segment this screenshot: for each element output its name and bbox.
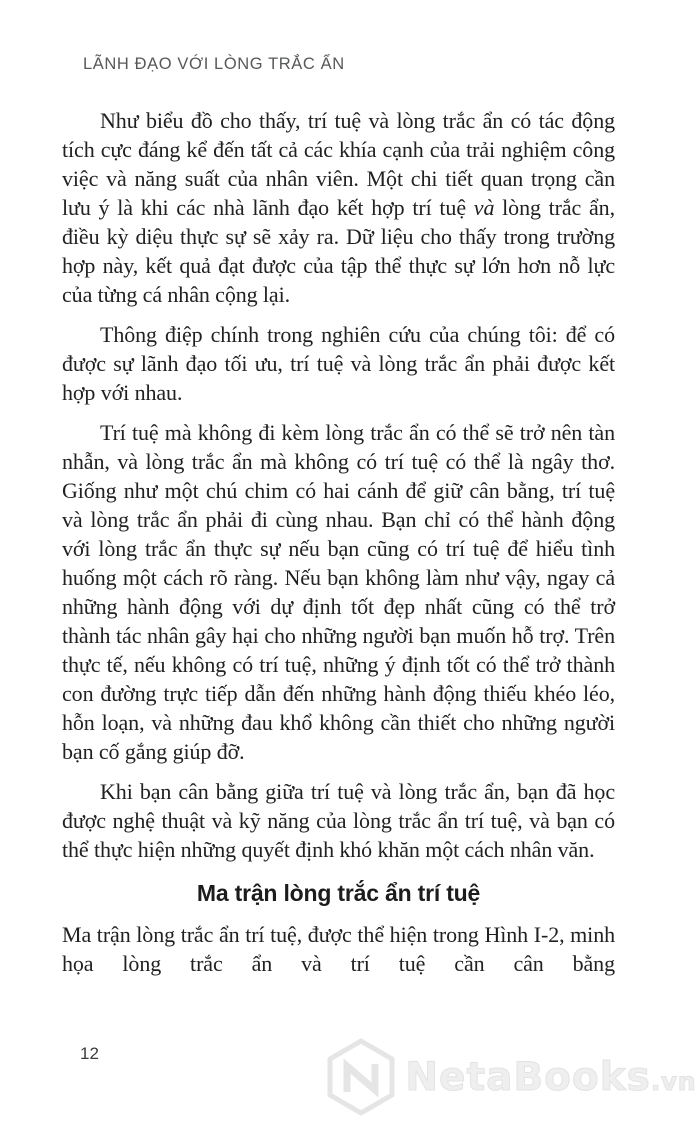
paragraph-chart-intro [62, 106, 615, 309]
running-header: LÃNH ĐẠO VỚI LÒNG TRẮC ẨN [83, 55, 345, 73]
section-heading: Ma trận lòng trắc ẩn trí tuệ [196, 880, 481, 906]
page-number: 12 [80, 1044, 99, 1063]
italic-word-va: và [473, 195, 495, 220]
watermark-neta-label: Neta [405, 1054, 514, 1100]
paragraph-segment: lòng trắc ẩn, điều kỳ diệu thực sự sẽ xảy ra. Dữ liệu cho thấy trong trường hợp này, kết quả đạt được của tập thể thực sự lớn hơn nỗ lực của từng cá nhân cộng lại. [62, 195, 615, 307]
paragraph-key-message: Thông điệp chính trong nghiên cứu của chúng tôi: để có được sự lãnh đạo tối ưu, trí tuệ và lòng trắc ẩn phải được kết hợp với nhau. [62, 322, 615, 405]
paragraph-balance: Khi bạn cân bằng giữa trí tuệ và lòng trắc ẩn, bạn đã học được nghệ thuật và kỹ năng của lòng trắc ẩn trí tuệ, và bạn có thể thực hiện những quyết định khó khăn một cách nhân văn. [62, 779, 615, 862]
watermark-vn-label: .vn [650, 1066, 696, 1096]
body-text [62, 106, 615, 978]
hexagon-n-icon [325, 1038, 397, 1116]
paragraph-segment: Như biểu đồ cho thấy, trí tuệ và lòng trắc ẩn có tác động tích cực đáng kể đến tất cả các khía cạnh của trải nghiệm công việc và năng suất của nhân viên. Một chi tiết quan trọng cần lưu ý là khi các nhà lãnh đạo kết hợp trí tuệ [62, 108, 615, 220]
paragraph-wisdom-compassion: Trí tuệ mà không đi kèm lòng trắc ẩn có thể sẽ trở nên tàn nhẫn, và lòng trắc ẩn mà không có trí tuệ có thể là ngây thơ. Giống như một chú chim có hai cánh để giữ cân bằng, trí tuệ và lòng trắc ẩn phải đi cùng nhau. Bạn chỉ có thể hành động với lòng trắc ẩn thực sự nếu bạn cũng có trí tuệ để hiểu tình huống một cách rõ ràng. Nếu bạn không làm như vậy, ngay cả những hành động với dự định tốt đẹp nhất cũng có thể trở thành tác nhân gây hại cho những người bạn muốn hỗ trợ. Trên thực tế, nếu không có trí tuệ, những ý định tốt có thể trở thành con đường trực tiếp dẫn đến những hành động thiếu khéo léo, hỗn loạn, và những đau khổ không cần thiết cho những người bạn cố gắng giúp đỡ. [62, 420, 615, 764]
watermark-netabooks [325, 1038, 696, 1116]
watermark-books-label: Books [513, 1054, 651, 1100]
watermark-wordmark [405, 1055, 696, 1100]
paragraph-matrix-intro: Ma trận lòng trắc ẩn trí tuệ, được thể hiện trong Hình I-2, minh họa lòng trắc ẩn và trí tuệ cần cân bằng [62, 922, 615, 976]
